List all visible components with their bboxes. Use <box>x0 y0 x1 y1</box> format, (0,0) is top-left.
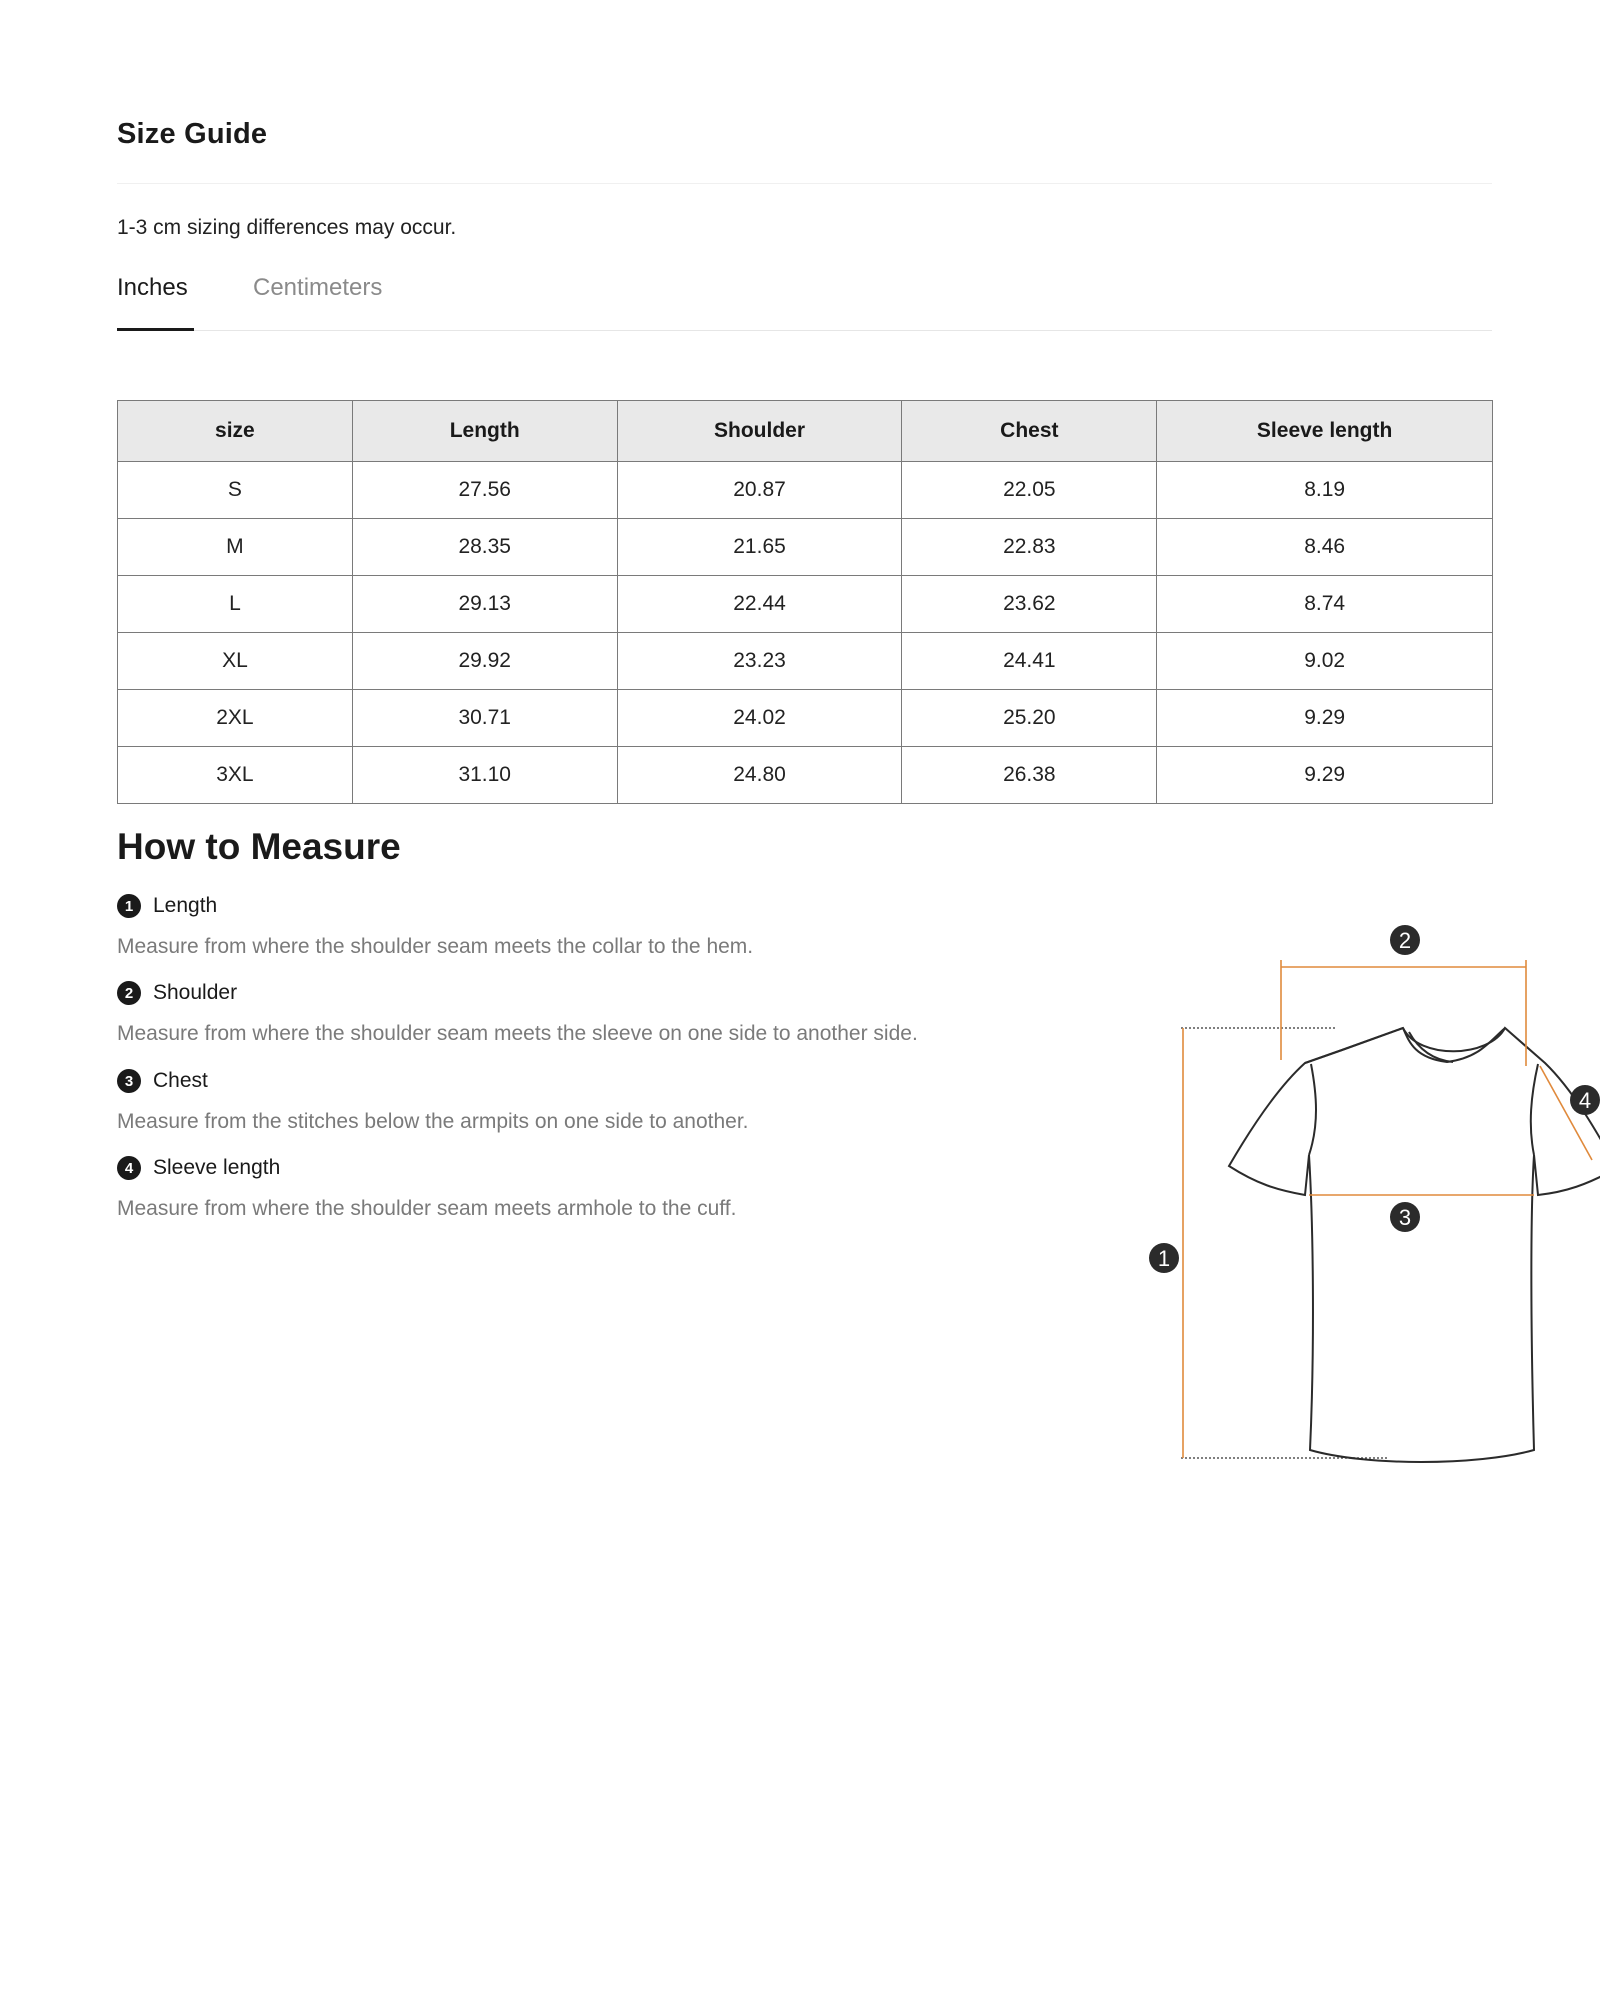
cell-length: 29.92 <box>352 633 617 690</box>
cell-sleeve-length: 8.19 <box>1157 462 1493 519</box>
tab-centimeters[interactable]: Centimeters <box>253 274 383 301</box>
measure-name: Length <box>153 894 218 917</box>
unit-tabs <box>117 270 1492 331</box>
svg-text:3: 3 <box>1398 1205 1412 1230</box>
marker-two-icon <box>1390 925 1420 955</box>
measure-name: Chest <box>153 1069 208 1092</box>
table-row <box>118 576 1493 633</box>
cell-size: 2XL <box>118 690 353 747</box>
measure-item-shoulder <box>117 978 1017 1046</box>
cell-shoulder: 23.23 <box>617 633 902 690</box>
number-three-icon: 3 <box>117 1069 141 1093</box>
measure-description: Measure from the stitches below the armpits on one side to another. <box>117 1110 749 1133</box>
cell-length: 29.13 <box>352 576 617 633</box>
table-header-row <box>118 401 1493 462</box>
cell-shoulder: 21.65 <box>617 519 902 576</box>
measure-name: Shoulder <box>153 981 238 1004</box>
cell-chest: 24.41 <box>902 633 1157 690</box>
cell-sleeve-length: 9.29 <box>1157 690 1493 747</box>
svg-text:2: 2 <box>1398 928 1412 953</box>
measure-item-sleeve-length <box>117 1153 1017 1221</box>
marker-one-icon <box>1149 1243 1179 1273</box>
cell-chest: 22.83 <box>902 519 1157 576</box>
cell-size: XL <box>118 633 353 690</box>
number-four-icon: 4 <box>117 1156 141 1180</box>
column-header-shoulder: Shoulder <box>617 401 902 462</box>
table-row <box>118 462 1493 519</box>
cell-shoulder: 22.44 <box>617 576 902 633</box>
cell-chest: 23.62 <box>902 576 1157 633</box>
number-two-icon: 2 <box>117 981 141 1005</box>
cell-sleeve-length: 9.02 <box>1157 633 1493 690</box>
measurement-diagram <box>1147 920 1600 1480</box>
how-to-measure-title: How to Measure <box>117 826 401 867</box>
cell-size: S <box>118 462 353 519</box>
cell-size: M <box>118 519 353 576</box>
cell-length: 30.71 <box>352 690 617 747</box>
measure-item-length <box>117 891 1017 959</box>
cell-shoulder: 20.87 <box>617 462 902 519</box>
measure-name: Sleeve length <box>153 1156 281 1179</box>
cell-length: 28.35 <box>352 519 617 576</box>
title-divider <box>117 183 1492 184</box>
svg-text:1: 1 <box>1157 1246 1171 1271</box>
column-header-chest: Chest <box>902 401 1157 462</box>
cell-sleeve-length: 8.46 <box>1157 519 1493 576</box>
tshirt-outline <box>1229 1028 1600 1462</box>
cell-size: 3XL <box>118 747 353 804</box>
cell-sleeve-length: 8.74 <box>1157 576 1493 633</box>
cell-size: L <box>118 576 353 633</box>
table-row <box>118 747 1493 804</box>
table-row <box>118 690 1493 747</box>
number-one-icon: 1 <box>117 894 141 918</box>
cell-chest: 26.38 <box>902 747 1157 804</box>
cell-chest: 25.20 <box>902 690 1157 747</box>
cell-length: 27.56 <box>352 462 617 519</box>
measure-description: Measure from where the shoulder seam meets the sleeve on one side to another side. <box>117 1022 918 1045</box>
column-header-size: size <box>118 401 353 462</box>
page-title: Size Guide <box>117 118 268 150</box>
size-table <box>117 400 1493 804</box>
cell-chest: 22.05 <box>902 462 1157 519</box>
measure-item-chest <box>117 1066 1017 1134</box>
active-tab-indicator <box>117 328 194 331</box>
cell-sleeve-length: 9.29 <box>1157 747 1493 804</box>
measure-description: Measure from where the shoulder seam meets armhole to the cuff. <box>117 1197 737 1220</box>
marker-four-icon <box>1570 1085 1600 1115</box>
column-header-length: Length <box>352 401 617 462</box>
svg-text:4: 4 <box>1578 1088 1592 1113</box>
column-header-sleeve-length: Sleeve length <box>1157 401 1493 462</box>
table-row <box>118 633 1493 690</box>
measurement-lines <box>1183 960 1592 1458</box>
table-row <box>118 519 1493 576</box>
cell-length: 31.10 <box>352 747 617 804</box>
marker-three-icon <box>1390 1202 1420 1232</box>
measure-description: Measure from where the shoulder seam meets the collar to the hem. <box>117 935 754 958</box>
cell-shoulder: 24.02 <box>617 690 902 747</box>
tab-inches[interactable]: Inches <box>117 274 188 301</box>
tshirt-icon <box>1147 920 1600 1480</box>
cell-shoulder: 24.80 <box>617 747 902 804</box>
sizing-note: 1-3 cm sizing differences may occur. <box>117 216 457 239</box>
